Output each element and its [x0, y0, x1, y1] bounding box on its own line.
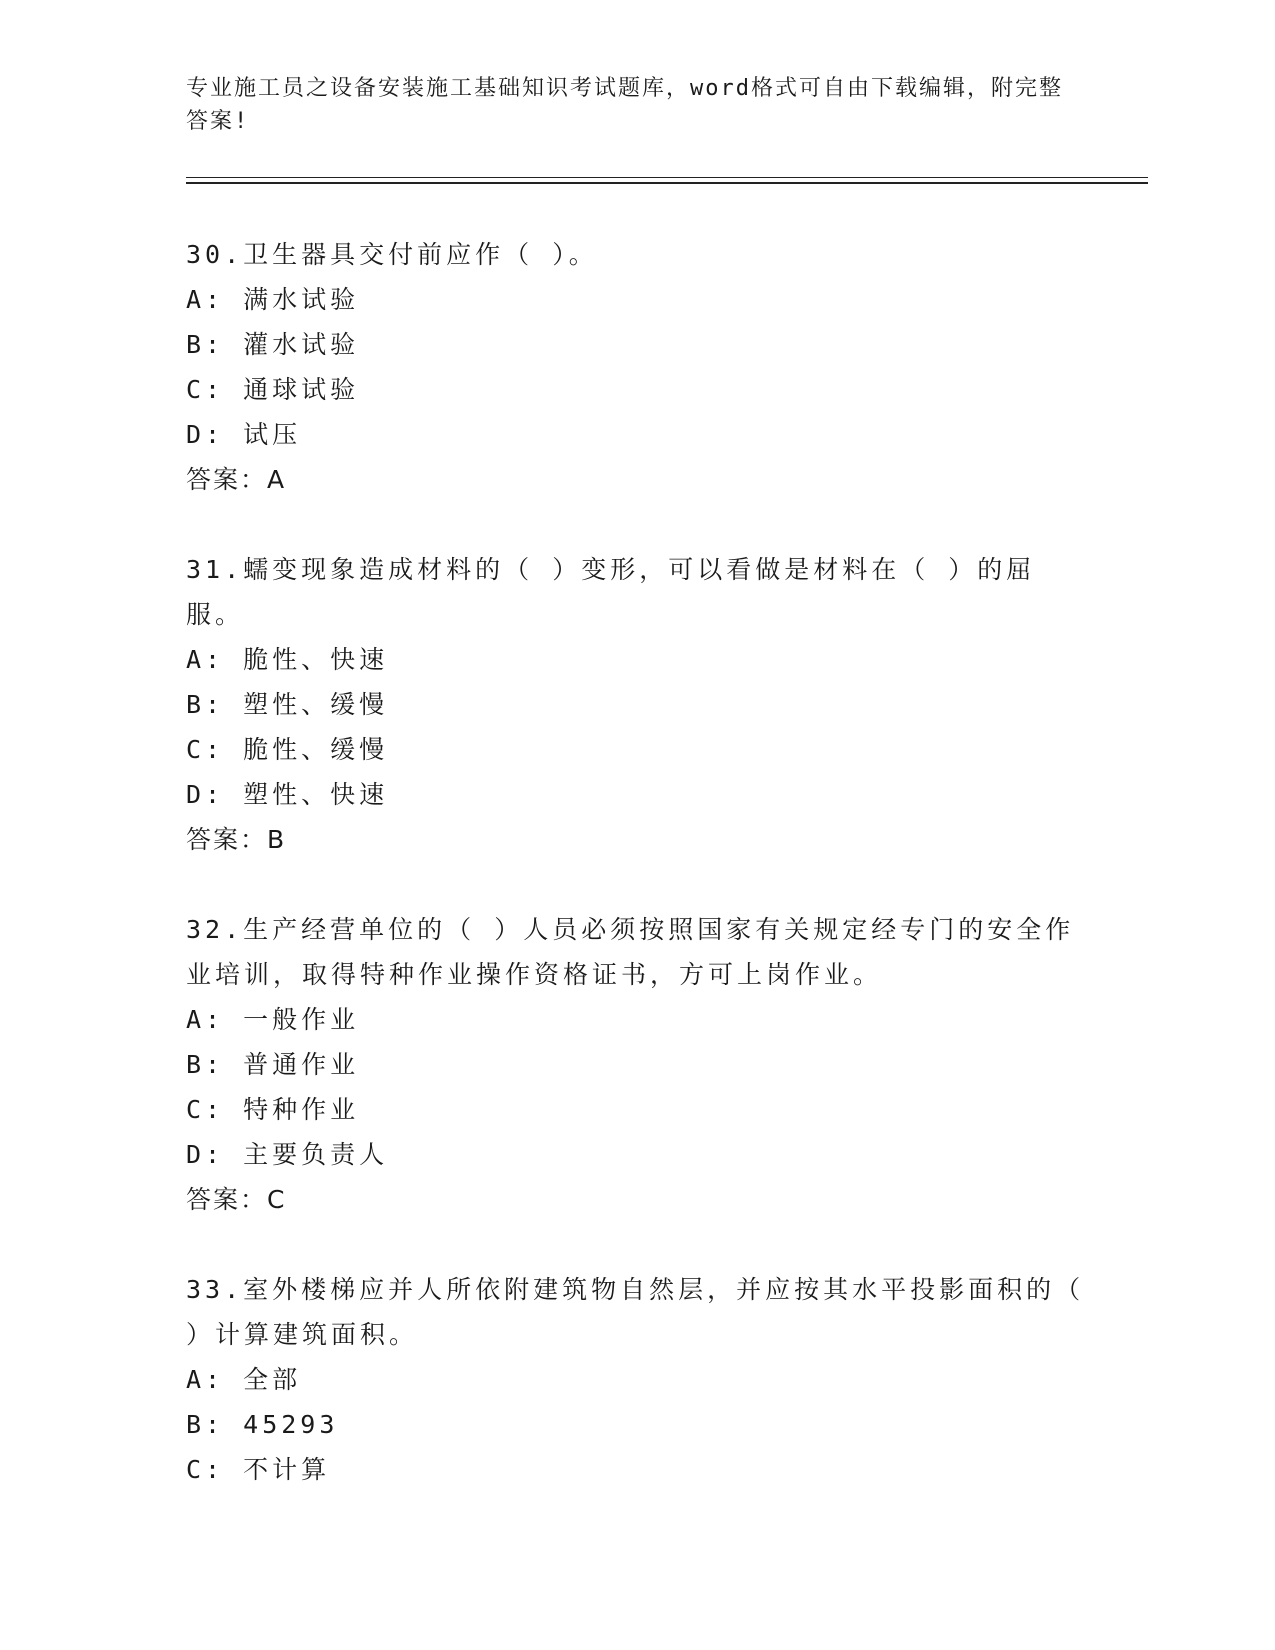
option-d: D: 主要负责人 — [186, 1140, 389, 1169]
answer-value: B — [267, 825, 287, 854]
option-a: A: 满水试验 — [186, 285, 360, 314]
question-stem: 30.卫生器具交付前应作（ ）。 — [186, 240, 598, 269]
answer-line — [186, 457, 1086, 502]
answer-line — [186, 817, 1086, 862]
header-divider-bottom — [186, 182, 1148, 184]
question-list — [186, 232, 1086, 1537]
answer-label: 答案： — [186, 1185, 268, 1214]
question-33 — [186, 1267, 1086, 1492]
option-d: D: 试压 — [186, 420, 302, 449]
answer-value: C — [267, 1185, 287, 1214]
option-c: C: 不计算 — [186, 1455, 331, 1484]
answer-label: 答案： — [186, 465, 268, 494]
option-b: B: 45293 — [186, 1410, 339, 1439]
question-stem: 32.生产经营单位的（ ）人员必须按照国家有关规定经专门的安全作业培训，取得特种作业操作资格证书，方可上岗作业。 — [186, 915, 1075, 989]
question-30 — [186, 232, 1086, 502]
option-b: B: 塑性、缓慢 — [186, 690, 389, 719]
question-stem: 33.室外楼梯应并人所依附建筑物自然层，并应按其水平投影面积的（ ）计算建筑面积。 — [186, 1275, 1085, 1349]
answer-label: 答案： — [186, 825, 268, 854]
option-c: C: 脆性、缓慢 — [186, 735, 389, 764]
header-divider-top — [186, 177, 1148, 178]
option-b: B: 普通作业 — [186, 1050, 360, 1079]
option-c: C: 通球试验 — [186, 375, 360, 404]
option-a: A: 全部 — [186, 1365, 302, 1394]
question-31 — [186, 547, 1086, 862]
option-c: C: 特种作业 — [186, 1095, 360, 1124]
answer-line — [186, 1177, 1086, 1222]
question-stem: 31.蠕变现象造成材料的（ ）变形，可以看做是材料在（ ）的屈服。 — [186, 555, 1036, 629]
option-b: B: 灌水试验 — [186, 330, 360, 359]
question-32 — [186, 907, 1086, 1222]
option-a: A: 脆性、快速 — [186, 645, 389, 674]
option-d: D: 塑性、快速 — [186, 780, 389, 809]
answer-value: A — [267, 465, 287, 494]
option-a: A: 一般作业 — [186, 1005, 360, 1034]
document-header: 专业施工员之设备安装施工基础知识考试题库，word格式可自由下载编辑，附完整答案! — [186, 76, 1063, 134]
